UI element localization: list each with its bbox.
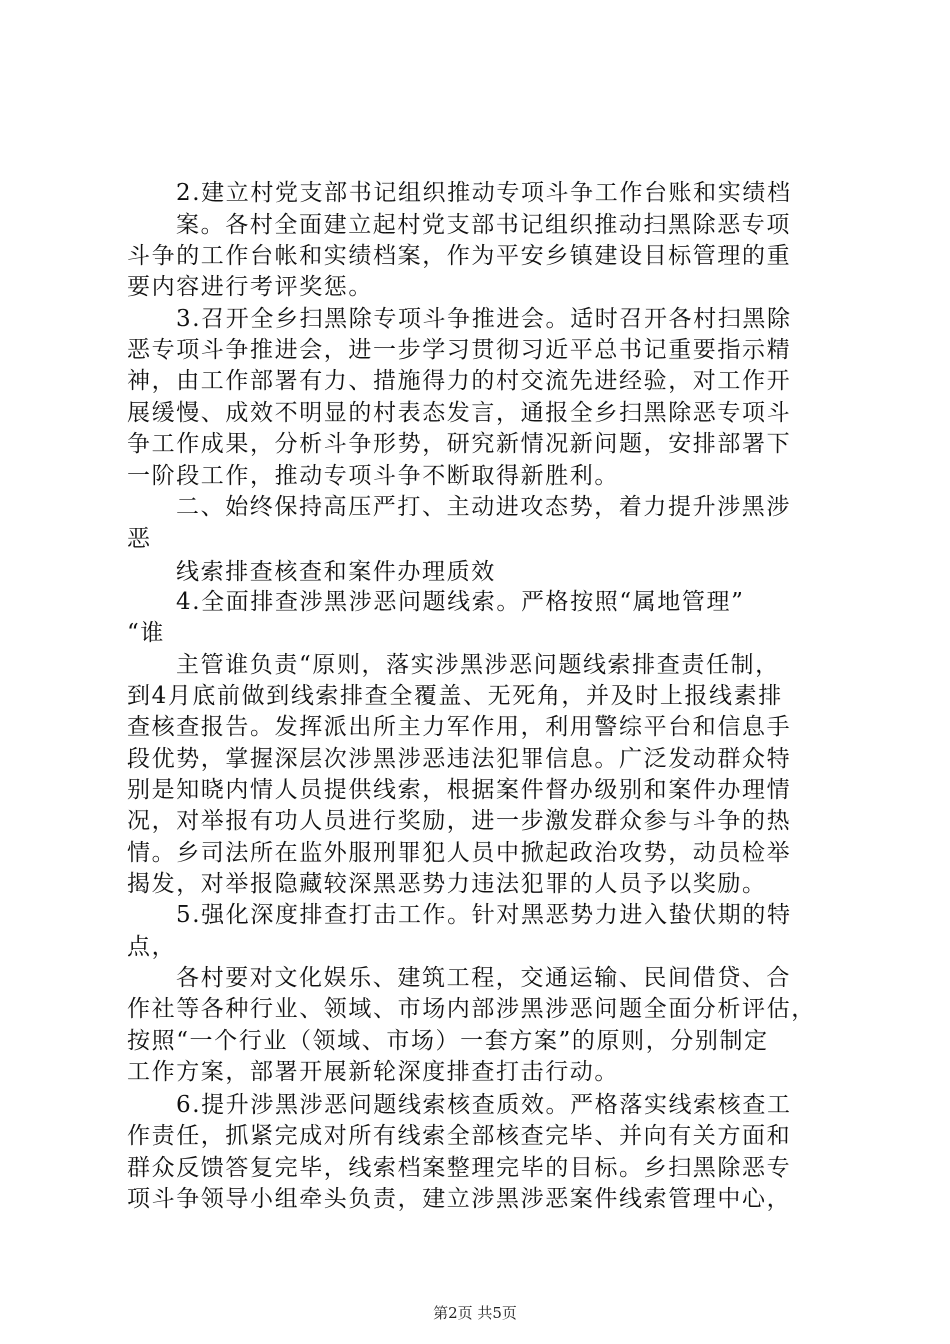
text-line: 按照“一个行业（领域、市场）一套方案”的原则，分别制定 (127, 1028, 769, 1054)
text-line: 争工作成果，分析斗争形势，研究新情况新问题，安排部署下 (127, 431, 792, 457)
text-line: “谁 (127, 620, 165, 646)
text-line: 点， (127, 934, 177, 960)
page-footer: 第2页 共5页 (433, 1304, 517, 1322)
text-line: 要内容进行考评奖惩。 (127, 274, 373, 300)
text-line: 3.召开全乡扫黑除专项斗争推进会。适时召开各村扫黑除 (176, 306, 792, 332)
text-line: 2.建立村党支部书记组织推动专项斗争工作台账和实绩档 (176, 180, 792, 206)
text-line: 神，由工作部署有力、措施得力的村交流先进经验，对工作开 (127, 368, 792, 394)
text-line: 展缓慢、成效不明显的村表态发言，通报全乡扫黑除恶专项斗 (127, 400, 792, 426)
text-line: 5.强化深度排查打击工作。针对黑恶势力进入蛰伏期的特 (176, 902, 792, 928)
text-line: 项斗争领导小组牵头负责，建立涉黑涉恶案件线索管理中心， (127, 1186, 792, 1212)
text-line: 作责任，抓紧完成对所有线索全部核查完毕、并向有关方面和 (127, 1123, 792, 1149)
text-line: 别是知晓内情人员提供线索，根据案件督办级别和案件办理情 (127, 777, 792, 803)
text-line: 各村要对文化娱乐、建筑工程，交通运输、民间借贷、合 (176, 965, 791, 991)
text-line: 6.提升涉黑涉恶问题线索核查质效。严格落实线索核查工 (176, 1092, 792, 1118)
text-line: 一阶段工作，推动专项斗争不断取得新胜利。 (127, 463, 619, 489)
text-line: 揭发，对举报隐藏较深黑恶势力违法犯罪的人员予以奖励。 (127, 871, 767, 897)
text-line: 斗争的工作台帐和实绩档案，作为平安乡镇建设目标管理的重 (127, 243, 792, 269)
text-line: 4.全面排查涉黑涉恶问题线索。严格按照“属地管理” (176, 589, 745, 615)
text-line: 段优势，掌握深层次涉黑涉恶违法犯罪信息。广泛发动群众特 (127, 746, 792, 772)
text-line: 工作方案，部署开展新轮深度排查打击行动。 (127, 1059, 619, 1085)
text-line: 到4月底前做到线索排查全覆盖、无死角，并及时上报线素排 (127, 683, 783, 709)
text-line: 查核查报告。发挥派出所主力军作用，利用警综平台和信息手 (127, 714, 792, 740)
text-line: 主管谁负责“原则，落实涉黑涉恶问题线索排查责任制， (176, 652, 780, 678)
section-heading-line: 线索排查核查和案件办理质效 (176, 559, 496, 585)
text-line: 情。乡司法所在监外服刑罪犯人员中掀起政治攻势，动员检举 (127, 840, 792, 866)
text-line: 案。各村全面建立起村党支部书记组织推动扫黑除恶专项 (176, 212, 791, 238)
text-line: 恶专项斗争推进会，进一步学习贯彻习近平总书记重要指示精 (127, 337, 792, 363)
section-heading-line: 二、始终保持高压严打、主动进攻态势，着力提升涉黑涉 (176, 494, 791, 520)
text-line: 恶 (127, 526, 152, 552)
text-line: 群众反馈答复完毕，线索档案整理完毕的目标。乡扫黑除恶专 (127, 1155, 792, 1181)
text-line: 作社等各种行业、领域、市场内部涉黑涉恶问题全面分析评估， (127, 996, 816, 1022)
text-line: 况，对举报有功人员进行奖励，进一步激发群众参与斗争的热 (127, 808, 792, 834)
